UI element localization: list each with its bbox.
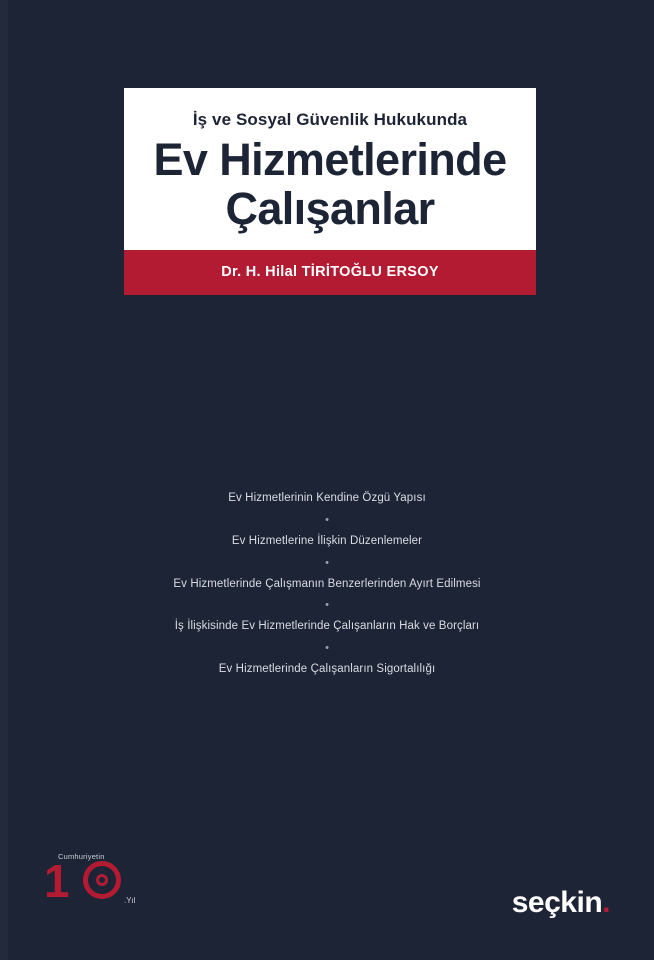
centenary-top-text: Cumhuriyetin	[58, 852, 105, 861]
author-name: Dr. H. Hilal TİRİTOĞLU ERSOY	[221, 264, 439, 281]
contents-item-2: Ev Hizmetlerine İlişkin Düzenlemeler	[231, 534, 423, 547]
contents-item-4: İş İlişkisinde Ev Hizmetlerinde Çalışanların Hak ve Borçları	[174, 620, 480, 633]
centenary-digit: 1	[44, 855, 68, 907]
title-card	[124, 88, 536, 295]
contents-item-3: Ev Hizmetlerinde Çalışmanın Benzerlerinden Ayırt Edilmesi	[173, 577, 481, 590]
centenary-ring-inner-icon	[96, 874, 108, 886]
main-title-line-2: Çalışanlar	[225, 182, 435, 234]
contents-item-5: Ev Hizmetlerinde Çalışanların Sigortalılığı	[218, 663, 436, 676]
contents-list	[0, 492, 654, 677]
author-band	[124, 250, 536, 295]
contents-separator-4: •	[325, 642, 329, 655]
supra-title: İş ve Sosyal Güvenlik Hukukunda	[192, 110, 468, 129]
contents-separator-1: •	[325, 513, 329, 526]
centenary-logo	[44, 852, 164, 922]
contents-item-1: Ev Hizmetlerinin Kendine Özgü Yapısı	[228, 492, 426, 504]
contents-separator-2: •	[325, 556, 329, 569]
main-title	[142, 136, 518, 233]
contents-separator-3: •	[325, 599, 329, 612]
main-title-line-1: Ev Hizmetlerinde	[153, 134, 507, 186]
publisher-name	[512, 888, 610, 918]
publisher-logo	[512, 888, 610, 918]
publisher-dot: .	[602, 886, 610, 919]
title-text-block	[124, 88, 536, 250]
spine-strip	[0, 0, 8, 960]
centenary-bottom-text: .Yıl	[124, 896, 136, 905]
publisher-name-text: seçkin	[511, 886, 603, 919]
